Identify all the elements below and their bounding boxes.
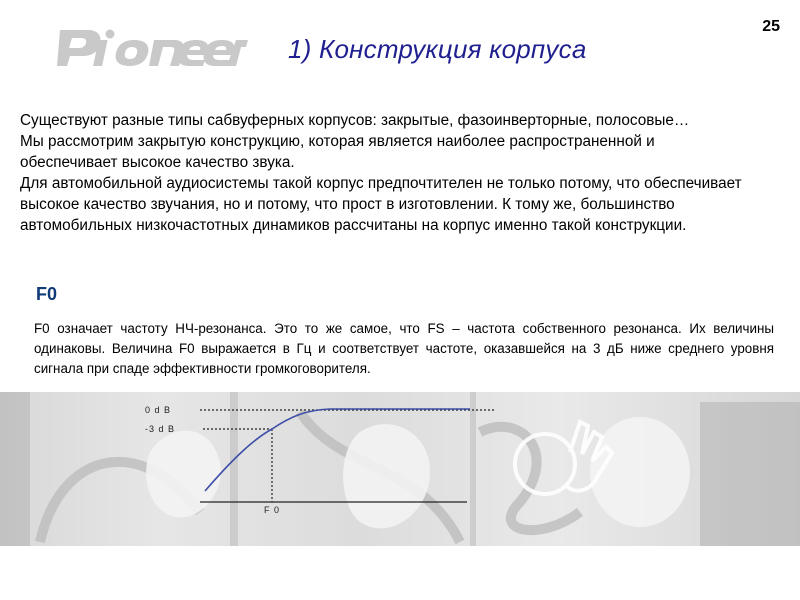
slide-title: 1) Конструкция корпуса [288,34,587,64]
pioneer-logo [50,24,250,68]
intro-line: Для автомобильной аудиосистемы такой корпус предпочтителен не только потому, что обеспечивает высокое качество звучания, но и потому, что прост в изготовлении. К тому же, большинство автомобильных низкочастотных динамиков рассчитаны на корпус именно такой конструкции. [20,175,742,234]
f0-label: F 0 [264,505,281,515]
zero-db-label: 0 d B [145,405,172,415]
intro-text [20,110,755,236]
section-heading: F0 [36,284,58,304]
minus3db-label: -3 d B [145,424,176,434]
intro-line: Существуют разные типы сабвуферных корпусов: закрытые, фазоинверторные, полосовые… [20,112,690,129]
f0-diagram [0,392,800,546]
definition-text: F0 означает частоту НЧ-резонанса. Это то же самое, что FS – частота собственного резонанса. Их величины одинаковы. Величина F0 выражается в Гц и соответствует частоте, оказавшейся на 3 дБ ниже среднего уровня сигнала при спаде эффективности громкоговорителя. [34,321,774,376]
intro-line: Мы рассмотрим закрытую конструкцию, которая является наиболее распространенной и обеспечивает высокое качество звука. [20,133,655,171]
page-number: 25 [762,18,780,35]
frequency-response-curve [205,409,470,491]
